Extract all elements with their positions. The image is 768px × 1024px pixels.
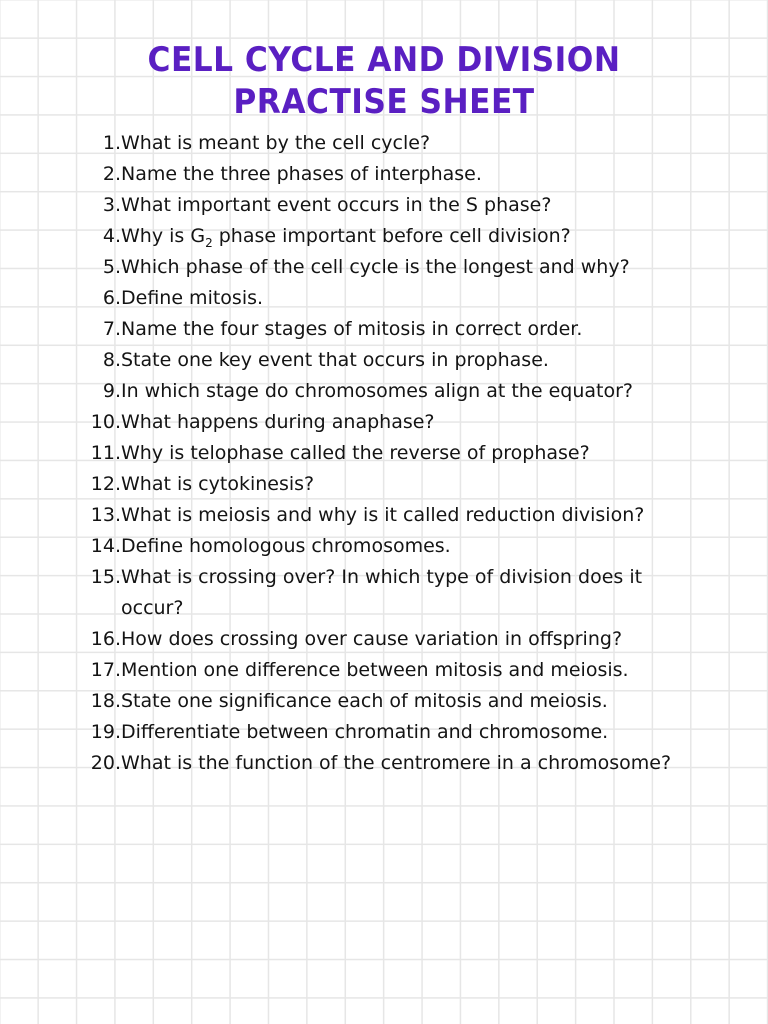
question-item-12 — [0, 469, 768, 500]
question-item-20 — [0, 748, 768, 779]
question-item-5 — [0, 252, 768, 283]
question-number: 1. — [102, 132, 121, 154]
question-number: 5. — [102, 256, 121, 278]
sheet-title-line2: PRACTISE SHEET — [233, 82, 535, 122]
question-number: 14. — [90, 535, 121, 557]
question-item-2 — [0, 159, 768, 190]
question-text-end: phase important before cell division? — [212, 225, 571, 247]
question-number: 20. — [90, 752, 121, 774]
question-item-18 — [0, 686, 768, 717]
sheet-title-line1: CELL CYCLE AND DIVISION — [147, 40, 621, 80]
question-text: Differentiate between chromatin and chromosome. — [121, 721, 609, 743]
subscript-2: 2 — [205, 235, 213, 250]
question-number: 9. — [102, 380, 121, 402]
question-text: What is meant by the cell cycle? — [121, 132, 431, 154]
question-text: State one significance each of mitosis and meiosis. — [121, 690, 608, 712]
question-text: What important event occurs in the S phase? — [121, 194, 552, 216]
question-text: Mention one difference between mitosis and meiosis. — [121, 659, 629, 681]
question-number: 2. — [102, 163, 121, 185]
question-text: Name the three phases of interphase. — [121, 163, 482, 185]
question-text: What happens during anaphase? — [121, 411, 435, 433]
question-item-15 — [0, 562, 768, 624]
question-item-7 — [0, 314, 768, 345]
question-item-11 — [0, 438, 768, 469]
question-item-13 — [0, 500, 768, 531]
question-number: 15. — [90, 566, 121, 588]
question-item-16 — [0, 624, 768, 655]
question-number: 7. — [102, 318, 121, 340]
question-item-6 — [0, 283, 768, 314]
question-item-10 — [0, 407, 768, 438]
question-text: What is crossing over? In which type of division does it occur? — [121, 566, 643, 619]
question-number: 18. — [90, 690, 121, 712]
question-number: 12. — [90, 473, 121, 495]
question-number: 4. — [102, 225, 121, 247]
question-text: In which stage do chromosomes align at the equator? — [121, 380, 633, 402]
question-item-4 — [0, 221, 768, 252]
question-number: 13. — [90, 504, 121, 526]
question-item-14 — [0, 531, 768, 562]
question-item-9 — [0, 376, 768, 407]
question-number: 16. — [90, 628, 121, 650]
question-number: 10. — [90, 411, 121, 433]
question-item-3 — [0, 190, 768, 221]
question-number: 3. — [102, 194, 121, 216]
question-item-17 — [0, 655, 768, 686]
question-text: Which phase of the cell cycle is the longest and why? — [121, 256, 630, 278]
question-item-8 — [0, 345, 768, 376]
question-text: State one key event that occurs in prophase. — [121, 349, 549, 371]
question-text: What is the function of the centromere in a chromosome? — [121, 752, 672, 774]
question-number: 6. — [102, 287, 121, 309]
question-list — [0, 128, 768, 779]
question-number: 17. — [90, 659, 121, 681]
question-text-start: Why is G — [121, 225, 206, 247]
question-number: 11. — [90, 442, 121, 464]
question-text: What is meiosis and why is it called reduction division? — [121, 504, 645, 526]
question-text: Why is telophase called the reverse of prophase? — [121, 442, 590, 464]
question-text: How does crossing over cause variation in offspring? — [121, 628, 623, 650]
question-text: What is cytokinesis? — [121, 473, 315, 495]
question-number: 19. — [90, 721, 121, 743]
question-text — [121, 221, 696, 252]
question-text: Name the four stages of mitosis in correct order. — [121, 318, 583, 340]
question-text: Define mitosis. — [121, 287, 264, 309]
question-text: Define homologous chromosomes. — [121, 535, 451, 557]
question-number: 8. — [102, 349, 121, 371]
question-item-1 — [0, 128, 768, 159]
question-item-19 — [0, 717, 768, 748]
